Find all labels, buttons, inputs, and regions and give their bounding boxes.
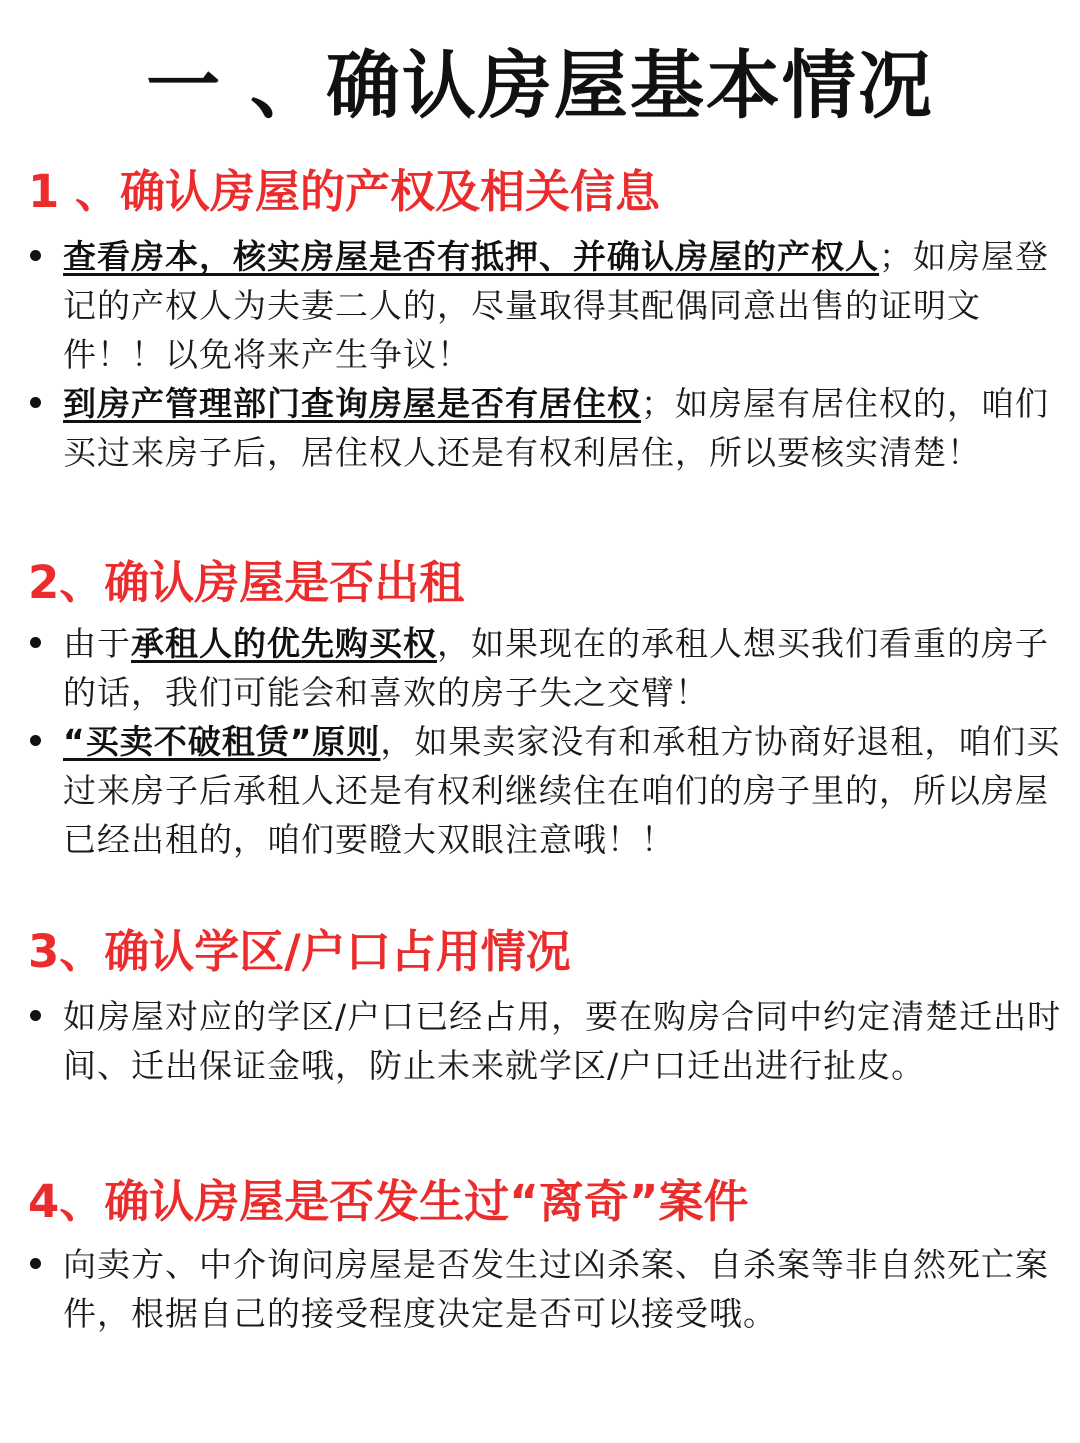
bullet-list [0,992,1080,1090]
bullet-highlight: “买卖不破租赁”原则 [63,722,381,761]
bullet-text: 向卖方、中介询问房屋是否发生过凶杀案、自杀案等非自然死亡案件，根据自己的接受程度决定是否可以接受哦。 [63,1245,1049,1333]
section-heading: 4、确认房屋是否发生过“离奇”案件 [28,1175,749,1228]
bullet-dot-icon [30,1258,41,1269]
bullet-highlight: 承租人的优先购买权 [131,624,437,663]
section-school-district [0,922,1080,1090]
bullet-dot-icon [30,1010,41,1021]
bullet-list [0,619,1080,864]
bullet-item [0,232,1080,379]
section-rental-status [0,553,1080,864]
section-heading: 2、确认房屋是否出租 [28,556,465,609]
section-heading: 3、确认学区/户口占用情况 [28,925,571,978]
bullet-text: ，如果卖家没有和承租方协商好退租，咱们买过来房子后承租人还是有权利继续住在咱们的房子里的，所以房屋已经出租的，咱们要瞪大双眼注意哦！！ [63,722,1061,859]
section-incident-history [0,1172,1080,1338]
bullet-text: ；如房屋登记的产权人为夫妻二人的，尽量取得其配偶同意出售的证明文件！！以免将来产生争议！ [63,237,1049,374]
bullet-item [0,992,1080,1090]
bullet-text: 如房屋对应的学区/户口已经占用，要在购房合同中约定清楚迁出时间、迁出保证金哦，防止未来就学区/户口迁出进行扯皮。 [63,997,1062,1085]
bullet-highlight: 到房产管理部门查询房屋是否有居住权 [63,384,641,423]
bullet-highlight: 查看房本，核实房屋是否有抵押、并确认房屋的产权人 [63,237,879,276]
bullet-item [0,619,1080,717]
bullet-dot-icon [30,637,41,648]
section-heading: 1 、确认房屋的产权及相关信息 [28,165,660,218]
bullet-dot-icon [30,735,41,746]
bullet-list [0,1240,1080,1338]
bullet-list [0,232,1080,477]
bullet-text: ，如果现在的承租人想买我们看重的房子的话，我们可能会和喜欢的房子失之交臂！ [63,624,1049,712]
bullet-item [0,1240,1080,1338]
bullet-dot-icon [30,397,41,408]
bullet-prefix: 由于 [63,624,131,663]
bullet-dot-icon [30,250,41,261]
page-title: 一 、确认房屋基本情况 [146,43,934,129]
bullet-item [0,717,1080,864]
bullet-text: ；如房屋有居住权的，咱们买过来房子后，居住权人还是有权利居住，所以要核实清楚！ [63,384,1049,472]
bullet-item [0,379,1080,477]
section-property-rights [0,162,1080,477]
